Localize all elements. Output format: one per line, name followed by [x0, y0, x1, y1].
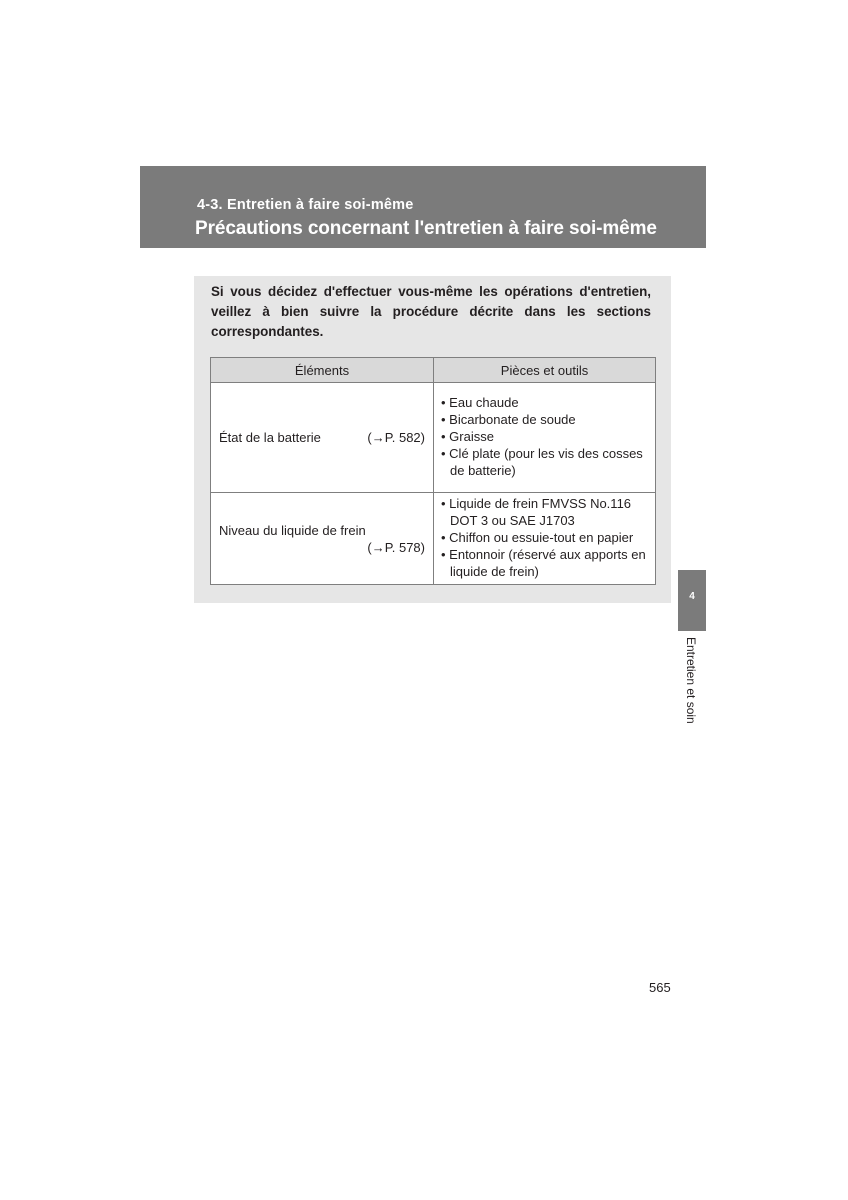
table-header-row [211, 358, 656, 383]
tool-item: • Entonnoir (réservé aux apports en liquide de frein) [441, 547, 646, 579]
page-reference: (→P. 578) [367, 539, 425, 555]
chapter-title: Entretien et soin [684, 637, 698, 724]
column-header-items: Éléments [211, 358, 434, 383]
section-header [140, 166, 706, 248]
table-row [211, 383, 656, 493]
item-cell [211, 383, 434, 493]
chapter-tab [678, 570, 706, 631]
page-title: Précautions concernant l'entretien à faire soi-même [195, 218, 657, 239]
tool-item: • Chiffon ou essuie-tout en papier [441, 530, 634, 545]
intro-line: veillez à bien suivre la procédure décrite dans les sections [211, 304, 651, 319]
tools-cell [434, 493, 656, 585]
tool-item: • Bicarbonate de soude [441, 412, 576, 427]
tool-item: • Clé plate (pour les vis des cosses de batterie) [441, 446, 643, 478]
page-number: 565 [649, 980, 671, 995]
intro-line: Si vous décidez d'effectuer vous-même les opérations d'entretien, [211, 284, 651, 299]
column-header-tools: Pièces et outils [434, 358, 656, 383]
info-box [194, 276, 671, 603]
tool-item: • Eau chaude [441, 395, 519, 410]
item-label: Niveau du liquide de frein [219, 522, 366, 538]
item-label: État de la batterie [219, 430, 321, 445]
tools-cell [434, 383, 656, 493]
intro-paragraph [211, 282, 651, 342]
section-label: 4-3. Entretien à faire soi-même [197, 197, 414, 213]
page-reference: (→P. 582) [367, 430, 425, 445]
table-row [211, 493, 656, 585]
tool-item: • Liquide de frein FMVSS No.116 DOT 3 ou SAE J1703 [441, 496, 632, 528]
chapter-number: 4 [689, 591, 695, 602]
item-cell [211, 493, 434, 585]
parts-table [210, 357, 656, 585]
tool-item: • Graisse [441, 429, 494, 444]
intro-line: correspondantes. [211, 324, 324, 339]
